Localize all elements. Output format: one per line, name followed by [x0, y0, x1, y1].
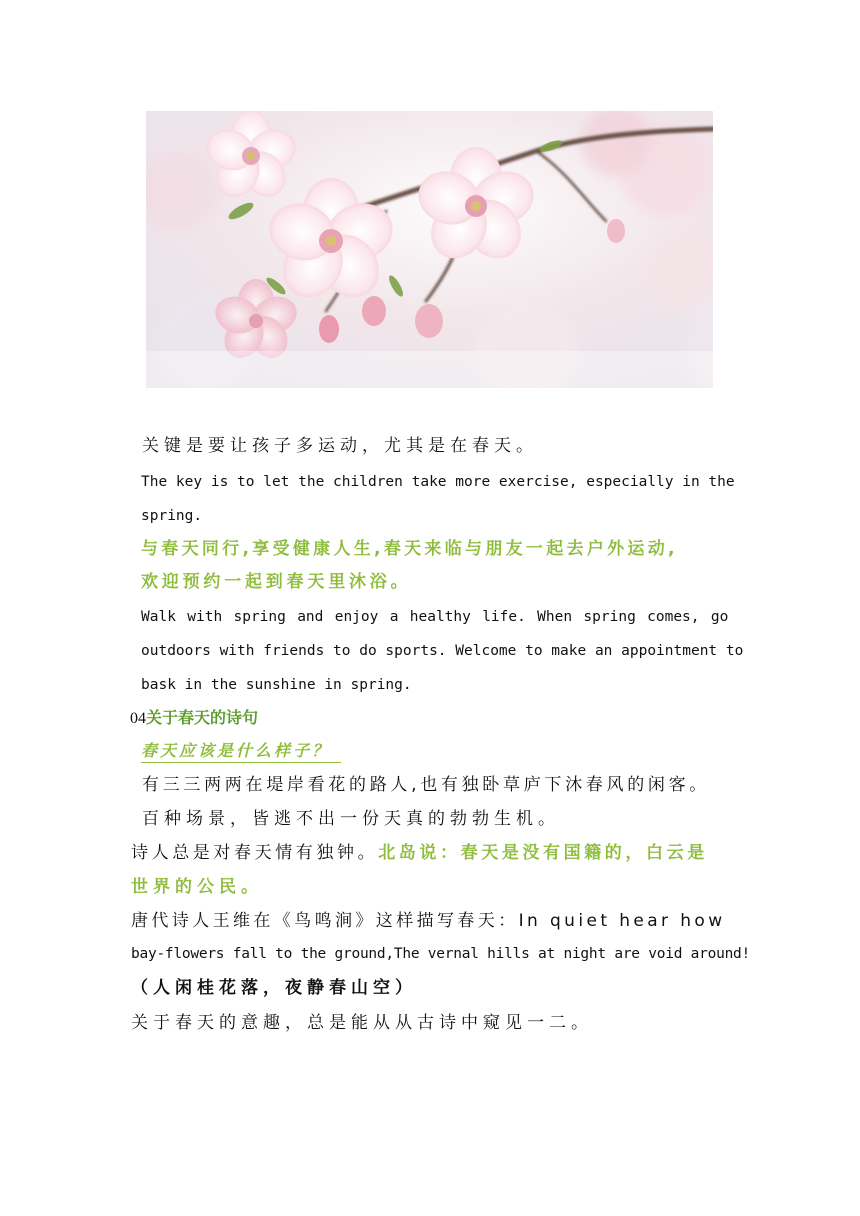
body-line-3-plain: 诗人总是对春天情有独钟。 — [131, 843, 379, 863]
section-number: 04 — [130, 710, 146, 727]
body-line-3 — [131, 845, 708, 862]
body-line-8: 关于春天的意趣，总是能从从古诗中窥见一二。 — [131, 1013, 593, 1033]
section-title: 关于春天的诗句 — [146, 708, 259, 727]
section-subtitle: 春天应该是什么样子？ — [141, 743, 341, 763]
paragraph-2-chinese-line-2: 欢迎预约一起到春天里沐浴。 — [141, 572, 412, 592]
body-line-2: 百种场景，皆逃不出一份天真的勃勃生机。 — [142, 809, 560, 829]
paragraph-2-english-line-1: Walk with spring and enjoy a healthy life. When spring comes, go — [141, 609, 729, 625]
cherry-blossom-photo — [146, 111, 713, 388]
body-line-4-quote: 世界的公民。 — [131, 877, 263, 897]
paragraph-2-english-line-3: bask in the sunshine in spring. — [141, 677, 412, 693]
body-line-5: 唐代诗人王维在《鸟鸣涧》这样描写春天：In quiet hear how — [131, 911, 726, 931]
paragraph-1-english-line-1: The key is to let the children take more exercise, especially in the — [141, 474, 735, 490]
body-line-6: bay-flowers fall to the ground,The vernal hills at night are void around! — [131, 946, 751, 962]
body-line-3-quote: 北岛说：春天是没有国籍的，白云是 — [378, 843, 708, 863]
body-line-1: 有三三两两在堤岸看花的路人,也有独卧草庐下沐春风的闲客。 — [142, 775, 711, 795]
section-heading — [130, 710, 258, 727]
paragraph-2-chinese-line-1: 与春天同行,享受健康人生,春天来临与朋友一起去户外运动, — [141, 539, 678, 559]
paragraph-1-chinese: 关键是要让孩子多运动，尤其是在春天。 — [142, 436, 538, 456]
body-line-7-quote: （人闲桂花落，夜静春山空） — [131, 978, 417, 998]
paragraph-2-english-line-2: outdoors with friends to do sports. Welcome to make an appointment to — [141, 643, 744, 659]
paragraph-1-english-line-2: spring. — [141, 508, 203, 524]
